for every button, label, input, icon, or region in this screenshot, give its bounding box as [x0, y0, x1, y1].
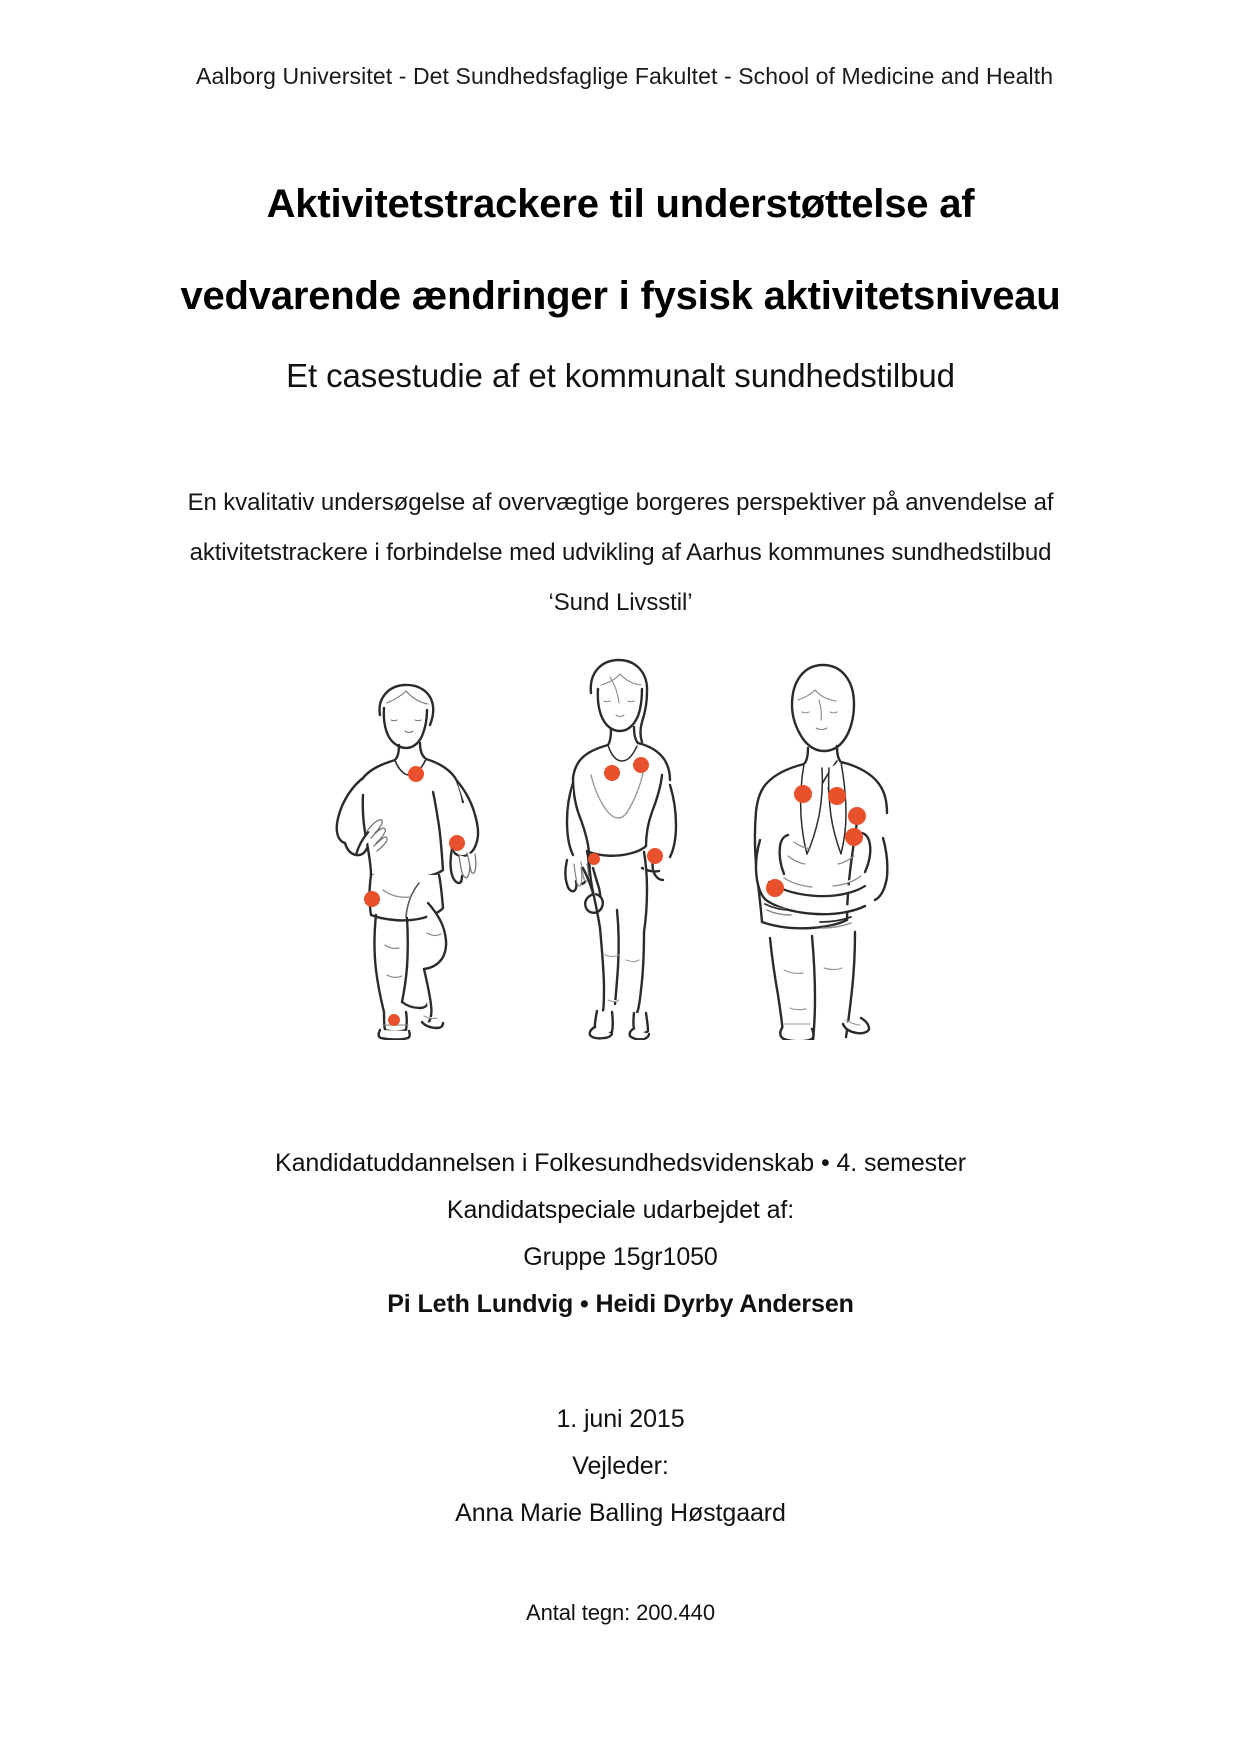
- tracker-dot: [408, 766, 424, 782]
- tracker-dot: [364, 891, 380, 907]
- tracker-dot: [828, 787, 846, 805]
- tracker-dot: [633, 757, 649, 773]
- submission-date: 1. juni 2015: [556, 1405, 685, 1433]
- page-title-line-2: vedvarende ændringer i fysisk aktivitetsniveau: [180, 274, 1061, 318]
- standing-woman-figure: [531, 655, 706, 1040]
- running-man-figure: [323, 675, 513, 1040]
- supervisor-name: Anna Marie Balling Høstgaard: [455, 1499, 786, 1527]
- description-block: [0, 478, 1241, 628]
- thesis-by-line: Kandidatspeciale udarbejdet af:: [446, 1196, 795, 1224]
- page-title-line-1: Aktivitetstrackere til understøttelse af: [266, 182, 975, 226]
- programme-line: Kandidatuddannelsen i Folkesundhedsvidenskab • 4. semester: [275, 1149, 966, 1177]
- tracker-dot: [766, 879, 784, 897]
- businessman-figure: [724, 660, 919, 1040]
- tracker-dot: [604, 765, 620, 781]
- date-block: [0, 1396, 1241, 1537]
- title-block: [0, 158, 1241, 404]
- institution-header: Aalborg Universitet - Det Sundhedsfaglige Fakultet - School of Medicine and Health: [196, 63, 1054, 89]
- description-line-1: En kvalitativ undersøgelse af overvægtige borgeres perspektiver på anvendelse af: [187, 489, 1054, 516]
- authors-line: Pi Leth Lundvig • Heidi Dyrby Andersen: [387, 1290, 854, 1318]
- group-line: Gruppe 15gr1050: [523, 1243, 718, 1271]
- illustration: [0, 640, 1241, 1040]
- character-count-block: [0, 1600, 1241, 1626]
- tracker-dot: [388, 1014, 400, 1026]
- page-subtitle: Et casestudie af et kommunalt sundhedstilbud: [286, 357, 955, 394]
- description-line-2: aktivitetstrackere i forbindelse med udvikling af Aarhus kommunes sundhedstilbud: [189, 539, 1052, 566]
- tracker-dot: [794, 785, 812, 803]
- tracker-dot: [588, 853, 600, 865]
- character-count: Antal tegn: 200.440: [526, 1600, 715, 1625]
- tracker-dot: [449, 835, 465, 851]
- tracker-dot: [647, 848, 663, 864]
- description-line-3: ‘Sund Livsstil’: [548, 589, 693, 616]
- tracker-dot: [845, 828, 863, 846]
- tracker-dot: [848, 807, 866, 825]
- supervisor-label: Vejleder:: [572, 1452, 669, 1480]
- footer-block: [0, 1140, 1241, 1328]
